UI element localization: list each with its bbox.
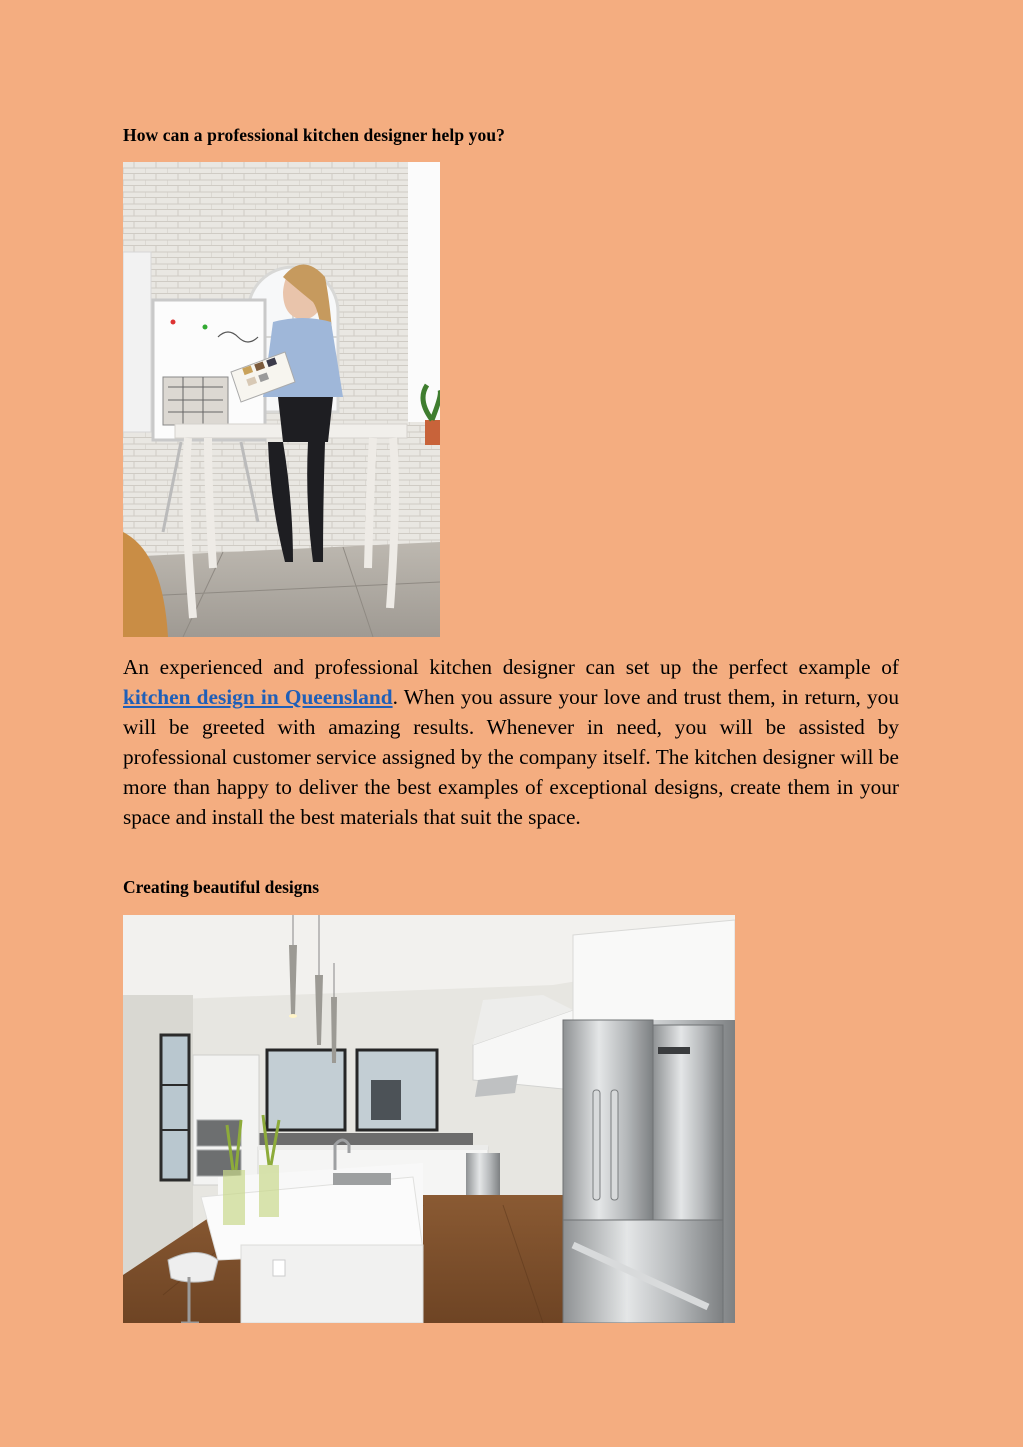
paragraph-text-end: . When you assure your love and trust them, in return, you will be greeted with amazing results. Whenever in need, you will be assisted by professional customer service assigned by the company itself. The kitchen designer will be more than happy to deliver the best examples of exceptional designs, create them in your space and install the best materials that suit the space. xyxy=(123,685,899,829)
paragraph-text-start: An experienced and professional kitchen designer can set up the perfect example of xyxy=(123,655,899,679)
heading-professional-designer: How can a professional kitchen designer help you? xyxy=(123,125,506,145)
kitchen-design-link[interactable]: kitchen design in Queensland xyxy=(123,685,393,709)
designer-photo xyxy=(123,162,440,637)
body-paragraph xyxy=(123,652,899,832)
kitchen-photo xyxy=(123,915,735,1323)
heading-creating-designs: Creating beautiful designs xyxy=(123,877,320,897)
